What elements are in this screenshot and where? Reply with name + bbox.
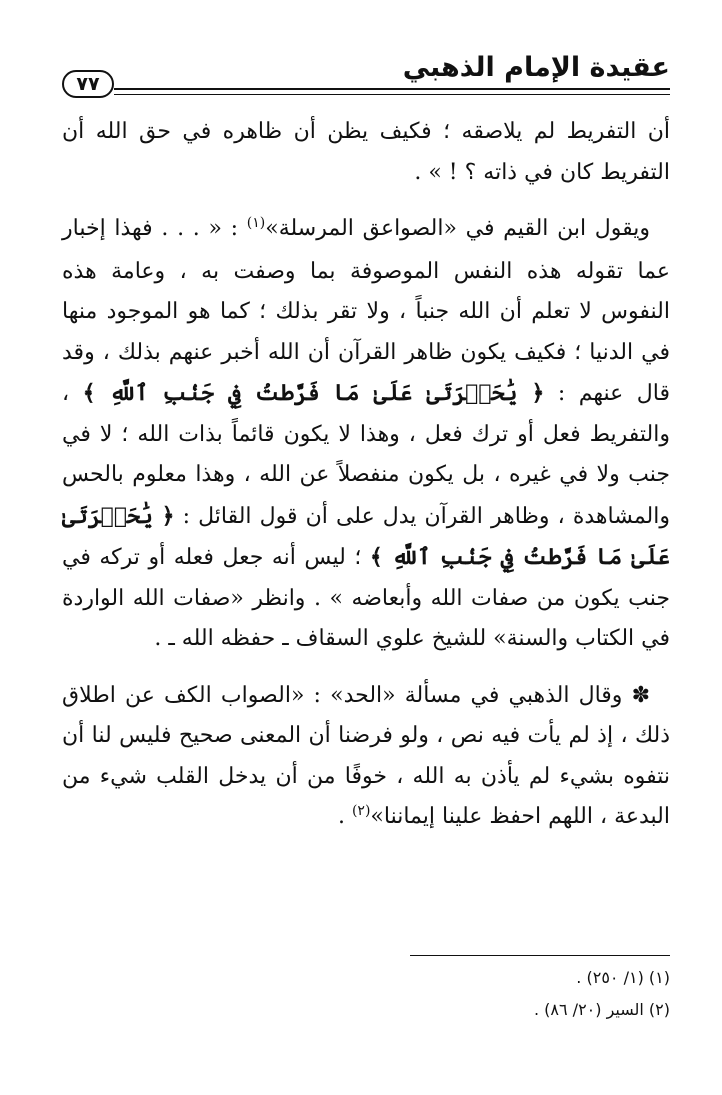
main-body-text (62, 112, 670, 840)
p2-text-a: : « . . . فهذا إخبار عما تقوله هذه النفس الموصوفة بما وصفت به ، وعامة هذه النفوس لا تعلم أن الله جنباً ، ولا تقر بذلك ؛ كما هو الموجود منها في الدنيا ؛ فكيف يكون ظاهر القرآن أن الله أخبر عنهم بذلك ، وقد قال عنهم : (62, 216, 670, 406)
running-header-title: عقيدة الإمام الذهبي (402, 52, 670, 83)
paragraph-3 (62, 676, 670, 840)
footnote-ref-1: (١) (246, 215, 266, 231)
p3-end: . (337, 804, 352, 829)
page-number-badge: ٧٧ (62, 70, 114, 98)
quran-verse-2: ﴿ يَٰحَسۡرَتَىٰ عَلَىٰ مَا فَرَّطتُ فِي جَنۢبِ ٱللَّهِ ﴾ (62, 502, 670, 570)
p2-intro: ويقول ابن القيم في «الصواعق المرسلة» (265, 216, 651, 241)
p3-text: ✽ وقال الذهبي في مسألة «الحد» : «الصواب الكف عن اطلاق ذلك ، إذ لم يأت فيه نص ، ولو فرضنا أن المعنى صحيح فليس لنا أن نتفوه بشيء لم يأذن به الله ، خوفًا من أن يدخل القلب شيء من البدعة ، اللهم احفظ علينا إيماننا» (62, 682, 670, 829)
footnote-2: (٢) السير (٢٠/ ٨٦) . (533, 1000, 670, 1019)
paragraph-1: أن التفريط لم يلاصقه ؛ فكيف يظن أن ظاهره في حق الله أن التفريط كان في ذاته ؟ ! » . (62, 119, 670, 185)
footnote-1: (١) (١/ ٢٥٠) . (576, 968, 670, 987)
header-rule-thin (114, 94, 670, 95)
quran-verse-1: ﴿ يَٰحَسۡرَتَىٰ عَلَىٰ مَا فَرَّطتُ فِي جَنۢبِ ٱللَّهِ ﴾ (82, 380, 545, 406)
footnotes (62, 962, 670, 1026)
paragraph-2 (62, 209, 670, 660)
footnote-separator (410, 955, 670, 956)
footnote-ref-2: (٢) (351, 803, 371, 819)
p2-text-b: ، والتفريط فعل أو ترك فعل ، وهذا لا يكون قائماً بذات الله ؛ لا في جنب ولا في غيره ، بل يكون منفصلاً عن الله ، وهذا معلوم بالحس والمشاهدة ، وظاهر القرآن يدل على أن قول القائل : (62, 381, 670, 529)
header-rule (114, 88, 670, 90)
p2-text-c: ؛ ليس أنه جعل فعله أو تركه في جنب يكون من صفات الله وأبعاضه » . وانظر «صفات الله الواردة في الكتاب والسنة» للشيخ علوي السقاف ـ حفظه الله ـ . (62, 545, 670, 651)
